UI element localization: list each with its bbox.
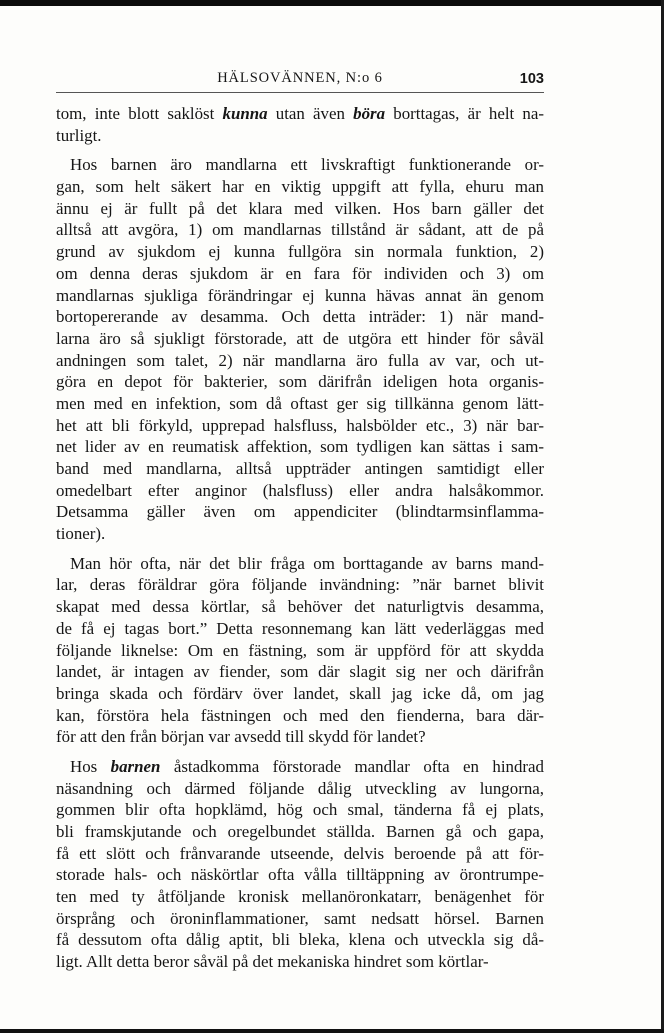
text-line: mandlarnas sjukliga förändringar ej kunna hävas annat än genom [56, 285, 544, 305]
text-line: storade hals- och näskörtlar ofta vålla tilltäppning av örontrumpe- [56, 865, 544, 885]
paragraph [56, 154, 544, 544]
scan-edge-bottom [0, 1029, 664, 1033]
text-line: skapat med dessa körtlar, så behöver det naturligtvis desamma, [56, 597, 544, 617]
text-line: grund av sjukdom ej kunna fullgöra sin normala funktion, 2) [56, 242, 544, 262]
text-line: Man hör ofta, när det blir fråga om borttagande av barns mand- [70, 553, 544, 573]
text-line: få ett slött och frånvarande utseende, delvis beroende på att för- [56, 843, 544, 863]
text-line: Detsamma gäller även om appendiciter (blindtarmsinflamma- [56, 502, 544, 522]
text-line: alltså att avgöra, 1) om mandlarnas tillstånd är sådant, att de på [56, 220, 544, 240]
page-number: 103 [519, 71, 544, 87]
emphasis: barnen [110, 756, 161, 776]
text-line: om denna deras sjukdom är en fara för individen och 3) om [56, 263, 544, 283]
text-line: turligt. [56, 125, 102, 145]
scan-edge-top [0, 0, 664, 6]
text-line: gommen blir ofta hopklämd, hög och smal, tänderna få ej plats, [56, 800, 544, 820]
text-line: kan, förstöra hela fästningen och med den fienderna, bara där- [56, 705, 544, 725]
paragraph [56, 103, 544, 146]
emphasis: kunna [222, 104, 268, 123]
text-line: larna äro så sjukligt förstorade, att de utgöra ett hinder för såväl [56, 328, 544, 348]
text-line: Hos barnen åstadkomma förstorade mandlar ofta en hindrad [70, 756, 544, 776]
text-line: ännu ej är fullt på det klara med vilken. Hos barn gäller det [56, 198, 544, 218]
text-line: lar, deras föräldrar göra följande invändning: ”när barnet blivit [56, 575, 544, 595]
text-line: band med mandlarna, alltså uppträder antingen samtidigt eller [56, 459, 544, 478]
text-line: göra en depot för bakterier, som därifrån ideligen hota organis- [56, 372, 544, 392]
text-line: andningen som talet, 2) när mandlarna äro fulla av var, och ut- [56, 350, 544, 370]
text-line: bortopererande av desamma. Och detta inträder: 1) när mand- [56, 307, 544, 327]
text-line: net lider av en reumatisk affektion, som tydligen kan sättas i sam- [56, 437, 544, 457]
text-line: näsandning och därmed följande dålig utveckling av lungorna, [56, 778, 544, 798]
text-line: gan, som helt säkert har en viktig uppgift att fylla, ehuru man [56, 177, 544, 197]
text-line: följande liknelse: Om en fästning, som är uppförd för att skydda [56, 640, 544, 660]
paragraph [56, 553, 544, 748]
emphasis: böra [353, 104, 386, 123]
body-text [56, 103, 544, 973]
text-line: tioner). [56, 524, 106, 544]
text-line: tom, inte blott saklöst kunna utan även böra borttagas, är helt na- [56, 104, 544, 123]
text-line: men med en infektion, som då oftast ger sig tillkänna genom lätt- [56, 393, 544, 413]
running-title: HÄLSOVÄNNEN, N:o 6 [217, 70, 383, 86]
page-header [56, 68, 544, 93]
paragraph-gap [56, 545, 544, 553]
paragraph-gap [56, 748, 544, 756]
text-line: landet, är intagen av fiender, som där slagit sig ner och därifrån [56, 662, 544, 682]
text-line: örsprång och öroninflammationer, samt nedsatt hörsel. Barnen [56, 908, 544, 928]
paragraph [56, 756, 544, 973]
text-line: omedelbart efter anginor (halsfluss) eller andra halsåkommor. [56, 480, 544, 500]
text-line: bli framskjutande och oregelbundet ställda. Barnen gå och gapa, [56, 822, 544, 841]
text-line: ligt. Allt detta beror såväl på det mekaniska hindret som körtlar- [56, 952, 489, 972]
paragraph-gap [56, 146, 544, 154]
text-line: bringa skada och fördärv över landet, skall jag icke då, om jag [56, 683, 544, 703]
text-line: ten med ty åtföljande kronisk mellanöronkatarr, benägenhet för [56, 887, 544, 907]
text-line: få dessutom ofta dålig aptit, bli bleka, klena och utveckla sig då- [56, 930, 544, 950]
text-line: för att den från början var avsedd till skydd för landet? [56, 727, 426, 747]
text-line: het att bli förkyld, upprepad halsfluss, halsbölder etc., 3) när bar- [56, 415, 544, 435]
text-line: de få ej tagas bort.” Detta resonnemang kan lätt vederläggas med [56, 618, 544, 638]
text-line: Hos barnen äro mandlarna ett livskraftigt funktionerande or- [70, 155, 544, 175]
